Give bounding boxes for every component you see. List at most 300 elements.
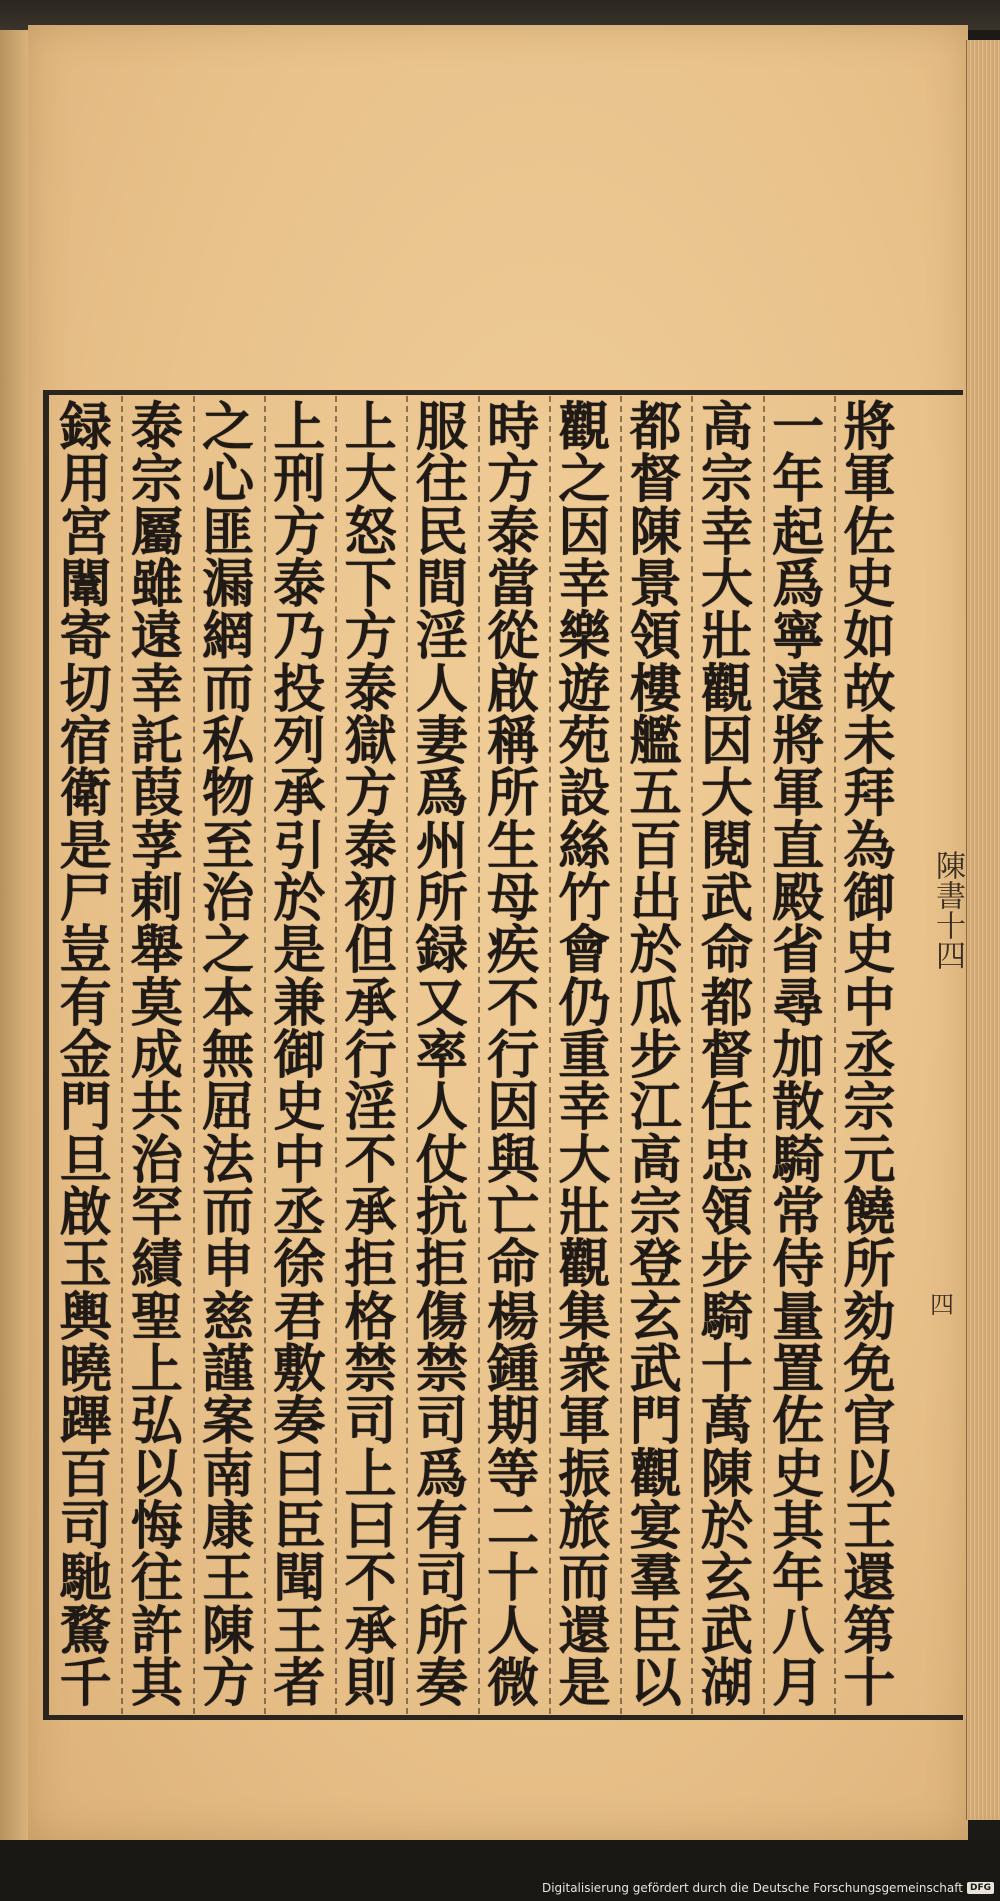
glyph: 振 xyxy=(558,1443,611,1505)
glyph: 宴 xyxy=(629,1495,682,1557)
glyph: 江 xyxy=(629,1077,682,1139)
glyph: 因 xyxy=(487,1077,540,1139)
glyph: 本 xyxy=(202,972,255,1034)
glyph: 録 xyxy=(59,397,112,458)
glyph: 託 xyxy=(130,710,183,772)
glyph: 仍 xyxy=(558,972,611,1034)
glyph: 楊 xyxy=(487,1286,540,1348)
glyph: 人 xyxy=(415,1077,468,1139)
glyph: 徐 xyxy=(273,1234,326,1296)
glyph: 下 xyxy=(344,553,397,615)
glyph: 生 xyxy=(487,815,540,877)
glyph: 壯 xyxy=(558,1181,611,1243)
text-column xyxy=(339,397,403,1714)
glyph: 母 xyxy=(487,867,540,929)
glyph: 高 xyxy=(700,397,753,458)
glyph: 衆 xyxy=(558,1338,611,1400)
glyph: 故 xyxy=(843,658,896,720)
glyph: 兼 xyxy=(273,972,326,1034)
glyph: 人 xyxy=(415,658,468,720)
glyph: 雖 xyxy=(130,553,183,615)
glyph: 常 xyxy=(772,1181,825,1243)
glyph: 是 xyxy=(59,815,112,877)
text-column xyxy=(196,397,260,1714)
glyph: 聖 xyxy=(130,1286,183,1348)
glyph: 王 xyxy=(273,1600,326,1662)
column-rule xyxy=(763,396,765,1714)
glyph: 仗 xyxy=(415,1129,468,1191)
glyph: 因 xyxy=(558,501,611,563)
glyph: 則 xyxy=(344,1652,397,1714)
glyph: 稱 xyxy=(487,710,540,772)
glyph: 佐 xyxy=(843,501,896,563)
glyph: 之 xyxy=(202,920,255,982)
glyph: 至 xyxy=(202,815,255,877)
glyph: 率 xyxy=(415,1024,468,1086)
glyph: 而 xyxy=(202,658,255,720)
glyph: 寄 xyxy=(59,606,112,668)
glyph: 拒 xyxy=(344,1234,397,1296)
glyph: 未 xyxy=(843,710,896,772)
glyph: 尋 xyxy=(772,972,825,1034)
glyph: 門 xyxy=(59,1077,112,1139)
column-rule xyxy=(335,396,337,1714)
glyph: 之 xyxy=(202,397,255,458)
glyph: 司 xyxy=(415,1548,468,1610)
glyph: 月 xyxy=(772,1652,825,1714)
glyph: 旦 xyxy=(59,1129,112,1191)
glyph: 匪 xyxy=(202,501,255,563)
glyph: 騎 xyxy=(700,1286,753,1348)
page-stack-edge xyxy=(966,40,1000,1820)
glyph: 門 xyxy=(629,1391,682,1453)
glyph: 武 xyxy=(700,1600,753,1662)
column-rule xyxy=(691,396,693,1714)
glyph: 千 xyxy=(59,1652,112,1714)
glyph: 刑 xyxy=(273,449,326,511)
glyph: 泰 xyxy=(344,658,397,720)
glyph: 莩 xyxy=(130,815,183,877)
glyph: 列 xyxy=(273,710,326,772)
glyph: 馳 xyxy=(59,1548,112,1610)
glyph: 又 xyxy=(415,972,468,1034)
glyph: 免 xyxy=(843,1338,896,1400)
text-column xyxy=(695,397,759,1714)
glyph: 還 xyxy=(843,1548,896,1610)
glyph: 所 xyxy=(843,1234,896,1296)
glyph: 泰 xyxy=(273,553,326,615)
glyph: 不 xyxy=(487,972,540,1034)
glyph: 方 xyxy=(202,1652,255,1714)
glyph: 網 xyxy=(202,606,255,668)
glyph: 加 xyxy=(772,1024,825,1086)
glyph: 都 xyxy=(700,972,753,1034)
glyph: 康 xyxy=(202,1495,255,1557)
glyph: 如 xyxy=(843,606,896,668)
glyph: 宗 xyxy=(843,1077,896,1139)
glyph: 疾 xyxy=(487,920,540,982)
glyph: 方 xyxy=(344,763,397,825)
glyph: 侍 xyxy=(772,1234,825,1296)
glyph: 散 xyxy=(772,1077,825,1139)
glyph: 獄 xyxy=(344,710,397,772)
text-column xyxy=(481,397,545,1714)
glyph: 時 xyxy=(487,397,540,458)
glyph: 年 xyxy=(772,1548,825,1610)
glyph: 謹 xyxy=(202,1338,255,1400)
glyph: 弘 xyxy=(130,1391,183,1453)
glyph: 領 xyxy=(700,1181,753,1243)
glyph: 會 xyxy=(558,920,611,982)
glyph: 是 xyxy=(558,1652,611,1714)
glyph: 佐 xyxy=(772,1391,825,1453)
glyph: 行 xyxy=(344,1024,397,1086)
column-rule xyxy=(406,396,408,1714)
glyph: 寧 xyxy=(772,606,825,668)
folio-number: 四 xyxy=(930,1291,954,1319)
glyph: 投 xyxy=(273,658,326,720)
glyph: 輿 xyxy=(59,1286,112,1348)
glyph: 葭 xyxy=(130,763,183,825)
glyph: 五 xyxy=(629,763,682,825)
glyph: 其 xyxy=(130,1652,183,1714)
dfg-logo: DFG xyxy=(967,1882,994,1894)
glyph: 步 xyxy=(700,1234,753,1296)
glyph: 乃 xyxy=(273,606,326,668)
glyph: 其 xyxy=(772,1495,825,1557)
glyph: 漏 xyxy=(202,553,255,615)
glyph: 宗 xyxy=(130,449,183,511)
glyph: 督 xyxy=(700,1024,753,1086)
glyph: 等 xyxy=(487,1443,540,1505)
glyph: 不 xyxy=(344,1129,397,1191)
glyph: 玄 xyxy=(629,1286,682,1348)
text-column xyxy=(267,397,331,1714)
glyph: 瓜 xyxy=(629,972,682,1034)
glyph: 行 xyxy=(487,1024,540,1086)
glyph: 泰 xyxy=(487,501,540,563)
glyph: 觀 xyxy=(629,1443,682,1505)
glyph: 十 xyxy=(487,1548,540,1610)
glyph: 尸 xyxy=(59,867,112,929)
glyph: 高 xyxy=(629,1129,682,1191)
glyph: 大 xyxy=(700,763,753,825)
glyph: 幸 xyxy=(558,1077,611,1139)
glyph: 百 xyxy=(59,1443,112,1505)
glyph: 因 xyxy=(700,710,753,772)
glyph: 王 xyxy=(843,1495,896,1557)
glyph: 爲 xyxy=(415,763,468,825)
glyph: 私 xyxy=(202,710,255,772)
glyph: 艦 xyxy=(629,710,682,772)
glyph: 武 xyxy=(700,867,753,929)
glyph: 用 xyxy=(59,449,112,511)
glyph: 集 xyxy=(558,1286,611,1348)
glyph: 禁 xyxy=(344,1338,397,1400)
glyph: 司 xyxy=(59,1495,112,1557)
glyph: 騖 xyxy=(59,1600,112,1662)
glyph: 亡 xyxy=(487,1181,540,1243)
margin-label: 陳書十四 xyxy=(930,850,965,970)
glyph: 有 xyxy=(59,972,112,1034)
glyph: 泰 xyxy=(344,815,397,877)
glyph: 悔 xyxy=(130,1495,183,1557)
glyph: 幸 xyxy=(700,501,753,563)
glyph: 旅 xyxy=(558,1495,611,1557)
glyph: 十 xyxy=(700,1338,753,1400)
glyph: 置 xyxy=(772,1338,825,1400)
glyph: 武 xyxy=(629,1338,682,1400)
left-page-edge xyxy=(0,30,30,1840)
glyph: 成 xyxy=(130,1024,183,1086)
column-rule xyxy=(549,396,551,1714)
column-rule xyxy=(834,396,836,1714)
text-column xyxy=(766,397,830,1714)
glyph: 剌 xyxy=(130,867,183,929)
glyph: 方 xyxy=(487,449,540,511)
glyph: 起 xyxy=(772,501,825,563)
glyph: 承 xyxy=(344,1600,397,1662)
glyph: 王 xyxy=(202,1548,255,1610)
glyph: 樓 xyxy=(629,658,682,720)
glyph: 陳 xyxy=(700,1443,753,1505)
glyph: 方 xyxy=(344,606,397,668)
glyph: 而 xyxy=(202,1181,255,1243)
glyph: 軍 xyxy=(843,449,896,511)
glyph: 慈 xyxy=(202,1286,255,1348)
glyph: 陳 xyxy=(629,501,682,563)
glyph: 中 xyxy=(273,1129,326,1191)
glyph: 督 xyxy=(629,449,682,511)
glyph: 大 xyxy=(700,553,753,615)
glyph: 服 xyxy=(415,397,468,458)
glyph: 者 xyxy=(273,1652,326,1714)
glyph: 曉 xyxy=(59,1338,112,1400)
glyph: 以 xyxy=(130,1443,183,1505)
glyph: 命 xyxy=(700,920,753,982)
column-rule xyxy=(121,396,123,1714)
glyph: 承 xyxy=(273,763,326,825)
column-rule xyxy=(620,396,622,1714)
glyph: 元 xyxy=(843,1129,896,1191)
glyph: 二 xyxy=(487,1495,540,1557)
glyph: 格 xyxy=(344,1286,397,1348)
glyph: 往 xyxy=(415,449,468,511)
glyph: 閱 xyxy=(700,815,753,877)
glyph: 與 xyxy=(487,1129,540,1191)
glyph: 申 xyxy=(202,1234,255,1296)
glyph: 豈 xyxy=(59,920,112,982)
glyph: 御 xyxy=(273,1024,326,1086)
glyph: 於 xyxy=(629,920,682,982)
glyph: 傷 xyxy=(415,1286,468,1348)
glyph: 金 xyxy=(59,1024,112,1086)
glyph: 往 xyxy=(130,1548,183,1610)
glyph: 十 xyxy=(843,1652,896,1714)
glyph: 上 xyxy=(344,397,397,458)
glyph: 官 xyxy=(843,1391,896,1453)
glyph: 軍 xyxy=(558,1391,611,1453)
glyph: 淫 xyxy=(344,1077,397,1139)
glyph: 竹 xyxy=(558,867,611,929)
glyph: 於 xyxy=(273,867,326,929)
glyph: 觀 xyxy=(558,397,611,458)
glyph: 都 xyxy=(629,397,682,458)
glyph: 録 xyxy=(415,920,468,982)
glyph: 奏 xyxy=(273,1391,326,1453)
glyph: 忠 xyxy=(700,1129,753,1191)
glyph: 命 xyxy=(487,1234,540,1296)
glyph: 承 xyxy=(344,972,397,1034)
glyph: 一 xyxy=(772,397,825,458)
glyph: 敷 xyxy=(273,1338,326,1400)
glyph: 妻 xyxy=(415,710,468,772)
glyph: 而 xyxy=(558,1548,611,1610)
glyph: 上 xyxy=(273,397,326,458)
glyph: 怒 xyxy=(344,501,397,563)
glyph: 宗 xyxy=(700,449,753,511)
glyph: 騎 xyxy=(772,1129,825,1191)
glyph: 蹕 xyxy=(59,1391,112,1453)
digitization-credit xyxy=(542,1881,994,1895)
glyph: 玉 xyxy=(59,1234,112,1296)
glyph: 司 xyxy=(415,1391,468,1453)
glyph: 登 xyxy=(629,1234,682,1296)
glyph: 引 xyxy=(273,815,326,877)
glyph: 八 xyxy=(772,1600,825,1662)
glyph: 許 xyxy=(130,1600,183,1662)
glyph: 司 xyxy=(344,1391,397,1453)
glyph: 幸 xyxy=(558,553,611,615)
glyph: 啟 xyxy=(59,1181,112,1243)
glyph: 遠 xyxy=(130,606,183,668)
glyph: 法 xyxy=(202,1129,255,1191)
glyph: 量 xyxy=(772,1286,825,1348)
glyph: 君 xyxy=(273,1286,326,1348)
glyph: 曰 xyxy=(344,1495,397,1557)
glyph: 大 xyxy=(558,1129,611,1191)
glyph: 觀 xyxy=(558,1234,611,1296)
text-column xyxy=(410,397,474,1714)
glyph: 遊 xyxy=(558,658,611,720)
glyph: 直 xyxy=(772,815,825,877)
glyph: 饒 xyxy=(843,1181,896,1243)
glyph: 禁 xyxy=(415,1338,468,1400)
glyph: 上 xyxy=(344,1443,397,1505)
glyph: 爲 xyxy=(415,1443,468,1505)
glyph: 將 xyxy=(843,397,896,458)
glyph: 丞 xyxy=(843,1024,896,1086)
glyph: 無 xyxy=(202,1024,255,1086)
glyph: 泰 xyxy=(130,397,183,458)
glyph: 拜 xyxy=(843,763,896,825)
glyph: 治 xyxy=(130,1129,183,1191)
glyph: 治 xyxy=(202,867,255,929)
column-rule xyxy=(264,396,266,1714)
glyph: 當 xyxy=(487,553,540,615)
glyph: 鍾 xyxy=(487,1338,540,1400)
text-column xyxy=(624,397,688,1714)
glyph: 年 xyxy=(772,449,825,511)
glyph: 重 xyxy=(558,1024,611,1086)
glyph: 御 xyxy=(843,867,896,929)
glyph: 羣 xyxy=(629,1548,682,1610)
glyph: 臣 xyxy=(629,1600,682,1662)
glyph: 抗 xyxy=(415,1181,468,1243)
column-rule xyxy=(193,396,195,1714)
glyph: 以 xyxy=(629,1652,682,1714)
glyph: 衛 xyxy=(59,763,112,825)
glyph: 觀 xyxy=(700,658,753,720)
glyph: 丞 xyxy=(273,1181,326,1243)
glyph: 萬 xyxy=(700,1391,753,1453)
glyph: 還 xyxy=(558,1600,611,1662)
glyph: 微 xyxy=(487,1652,540,1714)
glyph: 史 xyxy=(843,553,896,615)
glyph: 任 xyxy=(700,1077,753,1139)
credit-text: Digitalisierung gefördert durch die Deutsche Forschungsgemeinschaft xyxy=(541,1881,963,1895)
glyph: 有 xyxy=(415,1495,468,1557)
glyph: 所 xyxy=(415,867,468,929)
glyph: 湖 xyxy=(700,1652,753,1714)
glyph: 不 xyxy=(344,1548,397,1610)
glyph: 民 xyxy=(415,501,468,563)
glyph: 陳 xyxy=(202,1600,255,1662)
glyph: 州 xyxy=(415,815,468,877)
glyph: 玄 xyxy=(700,1548,753,1610)
glyph: 切 xyxy=(59,658,112,720)
glyph: 拒 xyxy=(415,1234,468,1296)
glyph: 南 xyxy=(202,1443,255,1505)
glyph: 物 xyxy=(202,763,255,825)
glyph: 績 xyxy=(130,1234,183,1296)
glyph: 軍 xyxy=(772,763,825,825)
glyph: 是 xyxy=(273,920,326,982)
glyph: 於 xyxy=(700,1495,753,1557)
glyph: 所 xyxy=(487,763,540,825)
glyph: 中 xyxy=(843,972,896,1034)
glyph: 臣 xyxy=(273,1495,326,1557)
glyph: 設 xyxy=(558,763,611,825)
glyph: 上 xyxy=(130,1338,183,1400)
glyph: 舉 xyxy=(130,920,183,982)
glyph: 幸 xyxy=(130,658,183,720)
glyph: 絲 xyxy=(558,815,611,877)
glyph: 壯 xyxy=(700,606,753,668)
glyph: 爲 xyxy=(772,553,825,615)
glyph: 從 xyxy=(487,606,540,668)
glyph: 奏 xyxy=(415,1652,468,1714)
glyph: 領 xyxy=(629,606,682,668)
glyph: 聞 xyxy=(273,1548,326,1610)
glyph: 將 xyxy=(772,710,825,772)
glyph: 宿 xyxy=(59,710,112,772)
glyph: 期 xyxy=(487,1391,540,1453)
glyph: 史 xyxy=(772,1443,825,1505)
text-column xyxy=(54,397,118,1714)
glyph: 百 xyxy=(629,815,682,877)
glyph: 劾 xyxy=(843,1286,896,1348)
glyph: 第 xyxy=(843,1600,896,1662)
glyph: 所 xyxy=(415,1600,468,1662)
glyph: 步 xyxy=(629,1024,682,1086)
glyph: 人 xyxy=(487,1600,540,1662)
glyph: 景 xyxy=(629,553,682,615)
glyph: 苑 xyxy=(558,710,611,772)
glyph: 屈 xyxy=(202,1077,255,1139)
glyph: 屬 xyxy=(130,501,183,563)
glyph: 出 xyxy=(629,867,682,929)
